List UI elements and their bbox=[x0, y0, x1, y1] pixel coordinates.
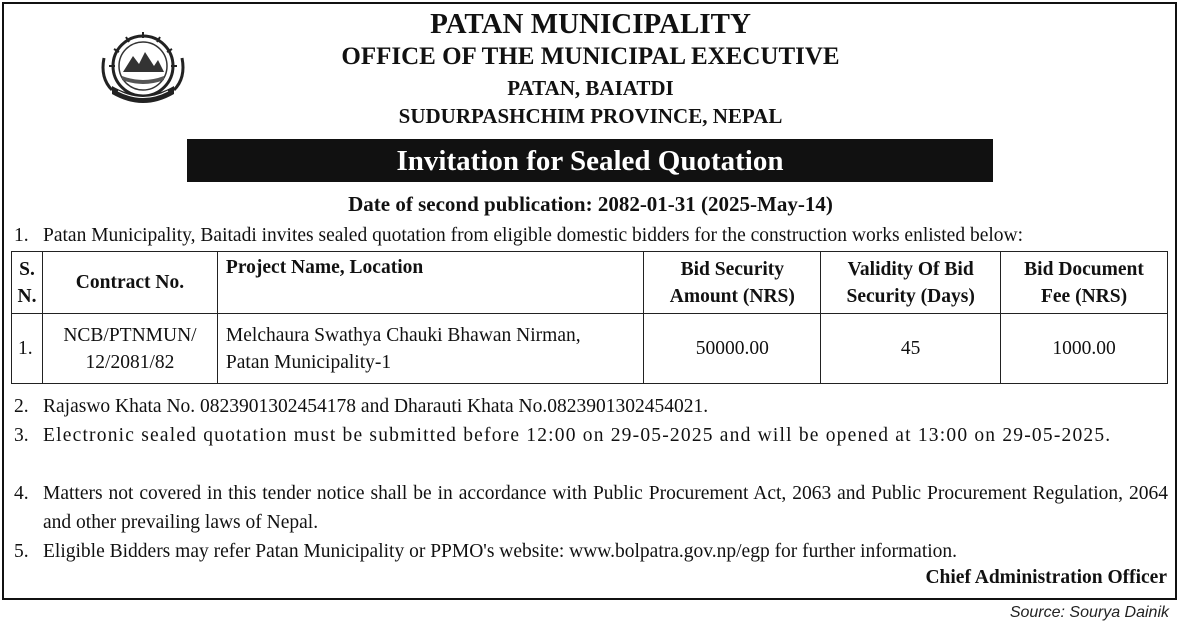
paragraph-number: 5. bbox=[14, 541, 29, 562]
paragraph-text: Rajaswo Khata No. 0823901302454178 and Dharauti Khata No.0823901302454021. bbox=[43, 396, 709, 417]
bid-table bbox=[11, 251, 1168, 384]
paragraph-2 bbox=[14, 392, 1168, 421]
paragraph-text: Eligible Bidders may refer Patan Municipality or PPMO's website: www.bolpatra.gov.np/egp for further information. bbox=[43, 541, 958, 562]
cell-validity: 45 bbox=[821, 314, 1001, 384]
paragraph-3 bbox=[14, 421, 1168, 450]
header-contract-no: Contract No. bbox=[42, 252, 217, 314]
header-document-fee: Bid Document Fee (NRS) bbox=[1001, 252, 1168, 314]
header-sn: S. N. bbox=[12, 252, 43, 314]
cell-contract-no: NCB/PTNMUN/ 12/2081/82 bbox=[42, 314, 217, 384]
paragraph-number: 4. bbox=[14, 483, 29, 504]
paragraph-text: Patan Municipality, Baitadi invites sealed quotation from eligible domestic bidders for the construction works enlisted below: bbox=[43, 225, 1024, 246]
header-project: Project Name, Location bbox=[217, 252, 643, 314]
header-validity: Validity Of Bid Security (Days) bbox=[821, 252, 1001, 314]
table-row bbox=[12, 314, 1168, 384]
paragraph-number: 1. bbox=[14, 225, 29, 246]
municipality-name: PATAN MUNICIPALITY bbox=[430, 8, 751, 40]
notice-title-banner: Invitation for Sealed Quotation bbox=[187, 139, 993, 182]
cell-document-fee: 1000.00 bbox=[1001, 314, 1168, 384]
cell-bid-security: 50000.00 bbox=[644, 314, 821, 384]
header-bid-security: Bid Security Amount (NRS) bbox=[644, 252, 821, 314]
paragraph-number: 3. bbox=[14, 425, 29, 446]
paragraph-5 bbox=[14, 537, 1168, 566]
province-name: SUDURPASHCHIM PROVINCE, NEPAL bbox=[398, 104, 783, 128]
publication-date: Date of second publication: 2082-01-31 (2025-May-14) bbox=[348, 192, 833, 216]
paragraph-4 bbox=[14, 479, 1168, 537]
table-header-row bbox=[12, 252, 1168, 314]
paragraph-text: Matters not covered in this tender notice shall be in accordance with Public Procurement Act, 2063 and Public Procurement Regulation, 2064 and other prevailing laws of Nepal. bbox=[43, 483, 1168, 533]
cell-sn: 1. bbox=[12, 314, 43, 384]
office-name: OFFICE OF THE MUNICIPAL EXECUTIVE bbox=[341, 43, 840, 70]
paragraph-1 bbox=[14, 221, 1168, 250]
signatory-title: Chief Administration Officer bbox=[925, 567, 1167, 588]
office-location: PATAN, BAIATDI bbox=[507, 76, 674, 100]
cell-project: Melchaura Swathya Chauki Bhawan Nirman, Patan Municipality-1 bbox=[217, 314, 643, 384]
paragraph-number: 2. bbox=[14, 396, 29, 417]
source-credit: Source: Sourya Dainik bbox=[1009, 604, 1169, 621]
paragraph-text: Electronic sealed quotation must be submitted before 12:00 on 29-05-2025 and will be opened at 13:00 on 29-05-2025. bbox=[43, 425, 1112, 446]
